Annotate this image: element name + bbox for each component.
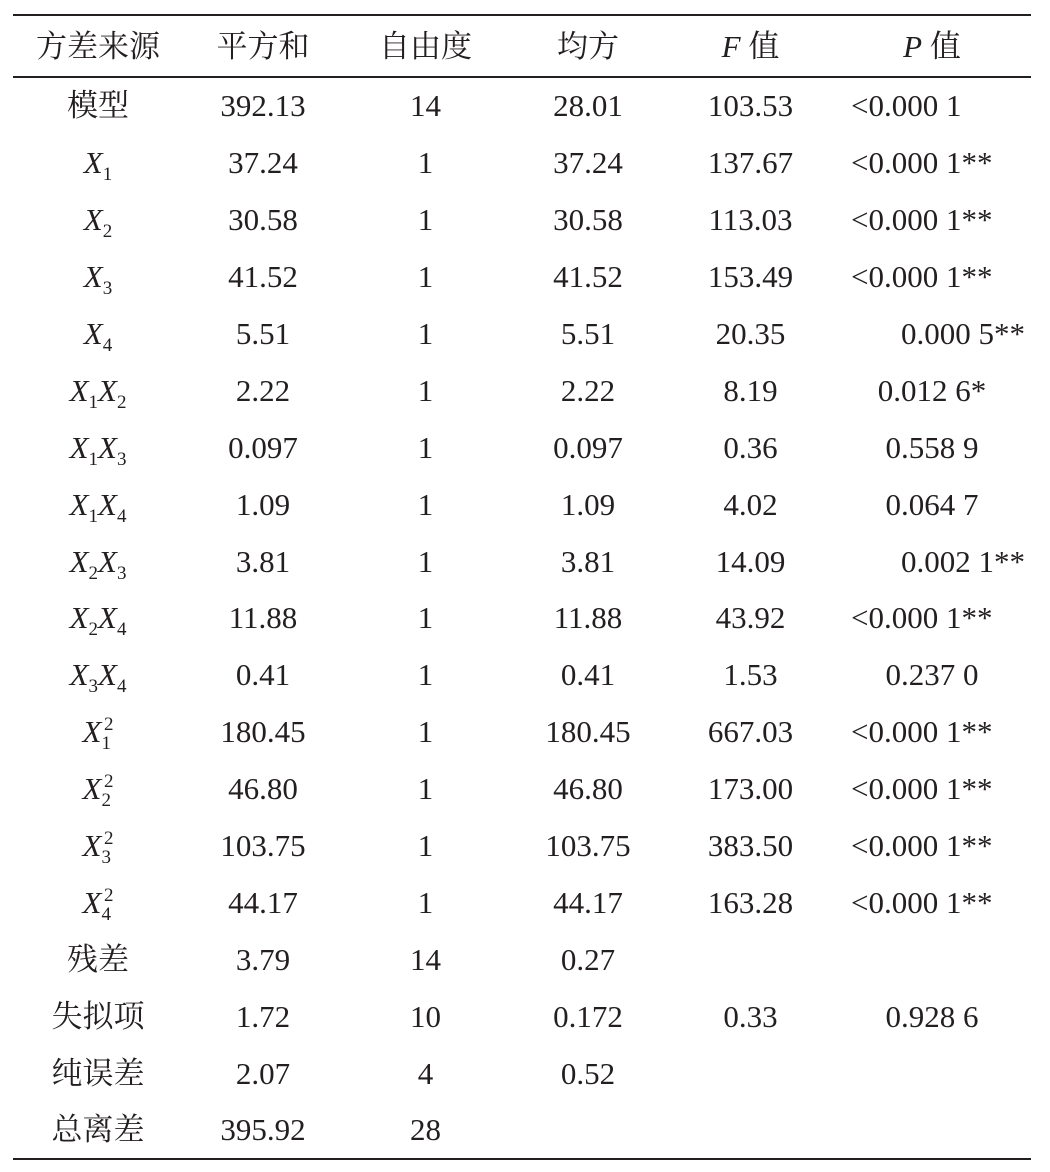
variable-exponent: 2 [103,771,114,793]
variable-subscript: 3 [116,562,127,584]
mean-square-cell: 11.88 [553,600,623,636]
f-value-cell: 667.03 [707,714,794,750]
source-label: 纯误差 [51,1055,145,1091]
table-body [13,78,1031,1159]
table-row [13,134,1031,191]
table-row [13,305,1031,362]
sum-of-squares-cell: 30.58 [228,202,298,238]
source-cell [13,316,183,356]
source-cell [13,486,183,527]
source-label: 模型 [67,88,129,124]
mean-square-cell: 0.172 [553,998,623,1034]
header-degrees-of-freedom: 自由度 [379,28,472,64]
p-value-cell: 0.928 6 [885,998,979,1034]
degrees-of-freedom-cell: 1 [417,657,434,693]
variable-exponent: 2 [103,828,114,850]
variable-subscript: 1 [101,733,111,755]
header-mean-square: 均方 [557,28,619,64]
f-value-cell: 4.02 [723,486,778,522]
variable-symbol: X [98,372,117,408]
degrees-of-freedom-cell: 1 [417,316,434,351]
sum-of-squares-cell: 392.13 [220,88,306,124]
variable-subscript: 2 [102,221,113,243]
sum-of-squares-cell: 37.24 [228,145,298,181]
degrees-of-freedom-cell: 14 [410,941,441,977]
variable-subscript: 4 [116,505,127,527]
variable-symbol: X [98,429,117,465]
table-row [13,191,1031,248]
f-value-cell: 1.53 [723,657,778,693]
variable-symbol: X [98,600,117,636]
variable-symbol: X [82,771,102,807]
source-cell [13,543,183,584]
variable-symbol: X [83,145,103,181]
degrees-of-freedom-cell: 1 [417,543,434,579]
p-value-cell: <0.000 1** [851,145,993,181]
f-value-cell: 0.33 [723,998,778,1034]
f-value-cell: 20.35 [715,316,786,351]
table-row [13,248,1031,305]
source-cell [13,145,183,186]
degrees-of-freedom-cell: 1 [417,600,434,636]
p-value-cell: <0.000 1** [851,714,993,750]
sum-of-squares-cell: 2.07 [235,1055,291,1091]
sum-of-squares-cell: 0.097 [228,429,298,465]
mean-square-cell: 3.81 [560,543,616,579]
variable-symbol: X [82,884,102,920]
sum-of-squares-cell: 46.80 [228,771,298,807]
variable-symbol: X [98,657,117,693]
sum-of-squares-cell: 180.45 [220,714,306,750]
f-value-cell: 8.19 [723,372,778,408]
source-label: 失拟项 [51,998,145,1034]
variable-subscript: 1 [88,505,98,527]
source-cell [13,202,183,243]
anova-table [13,14,1031,1160]
source-cell [13,372,183,413]
header-p-suffix: 值 [929,28,961,64]
degrees-of-freedom-cell: 28 [410,1112,441,1148]
p-value-cell: <0.000 1** [851,828,993,864]
variable-symbol: X [69,657,89,693]
variable-symbol: X [69,372,89,408]
table-row [13,760,1031,817]
p-value-cell: <0.000 1 [851,88,962,124]
table-row [13,817,1031,874]
table-row [13,703,1031,760]
sum-of-squares-cell: 11.88 [228,600,298,636]
sum-of-squares-cell: 3.79 [235,941,291,977]
source-cell [13,259,183,300]
f-value-cell: 0.36 [723,429,778,465]
p-value-cell: <0.000 1** [851,202,993,238]
variable-symbol: X [69,600,89,636]
header-f-value [668,28,833,64]
variable-symbol: X [83,316,103,351]
variable-symbol: X [98,543,117,579]
mean-square-cell: 44.17 [553,884,623,920]
mean-square-cell: 30.58 [553,202,623,238]
p-value-cell: <0.000 1** [851,600,993,636]
variable-subscript: 4 [116,676,127,698]
table-row [13,590,1031,647]
source-cell [13,998,183,1034]
sum-of-squares-cell: 3.81 [235,543,291,579]
mean-square-cell: 0.41 [560,657,616,693]
degrees-of-freedom-cell: 1 [417,145,434,181]
variable-symbol: X [83,202,103,238]
f-value-cell: 173.00 [707,771,794,807]
variable-subscript: 3 [88,676,98,698]
sum-of-squares-cell: 1.72 [235,998,291,1034]
source-cell [13,657,183,698]
table-row [13,874,1031,931]
table-row [13,533,1031,590]
variable-subscript: 2 [88,619,98,641]
degrees-of-freedom-cell: 1 [417,372,434,408]
variable-subscript: 1 [88,448,98,470]
header-p-letter: P [903,28,923,64]
sum-of-squares-cell: 0.41 [235,657,291,693]
header-f-letter: F [721,28,741,64]
mean-square-cell: 2.22 [560,372,616,408]
mean-square-cell: 180.45 [545,714,631,750]
mean-square-cell: 28.01 [553,88,623,124]
header-f-suffix: 值 [748,28,780,64]
variable-subscript: 4 [102,335,113,356]
source-cell [13,1112,183,1148]
sum-of-squares-cell: 103.75 [220,828,306,864]
source-cell [13,600,183,641]
f-value-cell: 153.49 [707,259,794,295]
source-cell [13,828,183,869]
f-value-cell: 383.50 [707,828,794,864]
f-value-cell: 14.09 [715,543,786,579]
variable-subscript: 1 [102,164,113,186]
mean-square-cell: 0.097 [553,429,623,465]
p-value-cell: 0.012 6* [877,372,987,408]
variable-symbol: X [83,259,103,295]
table-bottom-rule [13,1158,1031,1160]
source-cell [13,714,183,755]
variable-symbol: X [69,429,89,465]
p-value-cell: <0.000 1** [851,259,993,295]
degrees-of-freedom-cell: 1 [417,429,434,465]
mean-square-cell: 1.09 [560,486,616,522]
sum-of-squares-cell: 41.52 [228,259,298,295]
variable-exponent: 2 [103,884,114,906]
variable-symbol: X [82,828,102,864]
mean-square-cell: 0.27 [560,941,616,977]
degrees-of-freedom-cell: 4 [417,1055,434,1091]
f-value-cell: 137.67 [707,145,794,181]
variable-subscript: 2 [88,562,98,584]
mean-square-cell: 0.52 [560,1055,616,1091]
degrees-of-freedom-cell: 1 [417,771,434,807]
variable-symbol: X [98,486,117,522]
table-row [13,419,1031,476]
header-source: 方差来源 [36,28,160,64]
variable-exponent: 2 [103,714,114,736]
mean-square-cell: 37.24 [553,145,623,181]
table-row [13,362,1031,419]
f-value-cell: 113.03 [708,202,793,238]
table-row [13,476,1031,533]
degrees-of-freedom-cell: 1 [417,259,434,295]
table-row [13,646,1031,703]
degrees-of-freedom-cell: 1 [417,486,434,522]
f-value-cell: 43.92 [715,600,786,636]
mean-square-cell: 103.75 [545,828,631,864]
variable-subscript: 2 [116,391,127,413]
p-value-cell: 0.000 5** [901,316,1025,351]
source-cell [13,1055,183,1091]
variable-symbol: X [69,486,89,522]
f-value-cell: 163.28 [707,884,794,920]
source-cell [13,771,183,812]
source-cell [13,884,183,925]
degrees-of-freedom-cell: 10 [410,998,441,1034]
table-row [13,1102,1031,1159]
table-row [13,1045,1031,1102]
variable-subscript: 2 [101,790,111,812]
variable-subscript: 4 [101,903,111,925]
mean-square-cell: 46.80 [553,771,623,807]
variable-symbol: X [69,543,89,579]
source-cell [13,941,183,977]
variable-symbol: X [82,714,102,750]
p-value-cell: 0.064 7 [885,486,979,522]
p-value-cell: <0.000 1** [851,884,993,920]
variable-subscript: 3 [101,847,111,869]
sum-of-squares-cell: 5.51 [235,316,291,351]
table-row [13,931,1031,988]
mean-square-cell: 5.51 [560,316,616,351]
source-cell [13,88,183,124]
p-value-cell: 0.002 1** [901,543,1025,579]
p-value-cell: <0.000 1** [851,771,993,807]
sum-of-squares-cell: 2.22 [235,372,291,408]
source-label: 残差 [67,941,129,977]
source-label: 总离差 [51,1112,145,1148]
variable-subscript: 3 [102,278,113,300]
header-sum-of-squares: 平方和 [216,28,310,64]
sum-of-squares-cell: 1.09 [235,486,291,522]
variable-subscript: 4 [116,619,127,641]
degrees-of-freedom-cell: 14 [410,88,441,124]
p-value-cell: 0.237 0 [885,657,979,693]
degrees-of-freedom-cell: 1 [417,884,434,920]
mean-square-cell: 41.52 [553,259,623,295]
degrees-of-freedom-cell: 1 [417,714,434,750]
p-value-cell: 0.558 9 [885,429,979,465]
header-p-value [833,28,1031,64]
f-value-cell: 103.53 [707,88,794,124]
degrees-of-freedom-cell: 1 [417,202,434,238]
sum-of-squares-cell: 395.92 [220,1112,306,1148]
source-cell [13,429,183,470]
sum-of-squares-cell: 44.17 [228,884,298,920]
table-header-row [13,16,1031,76]
table-row [13,78,1031,135]
variable-subscript: 1 [88,391,98,413]
degrees-of-freedom-cell: 1 [417,828,434,864]
variable-subscript: 3 [116,448,127,470]
table-row [13,988,1031,1045]
